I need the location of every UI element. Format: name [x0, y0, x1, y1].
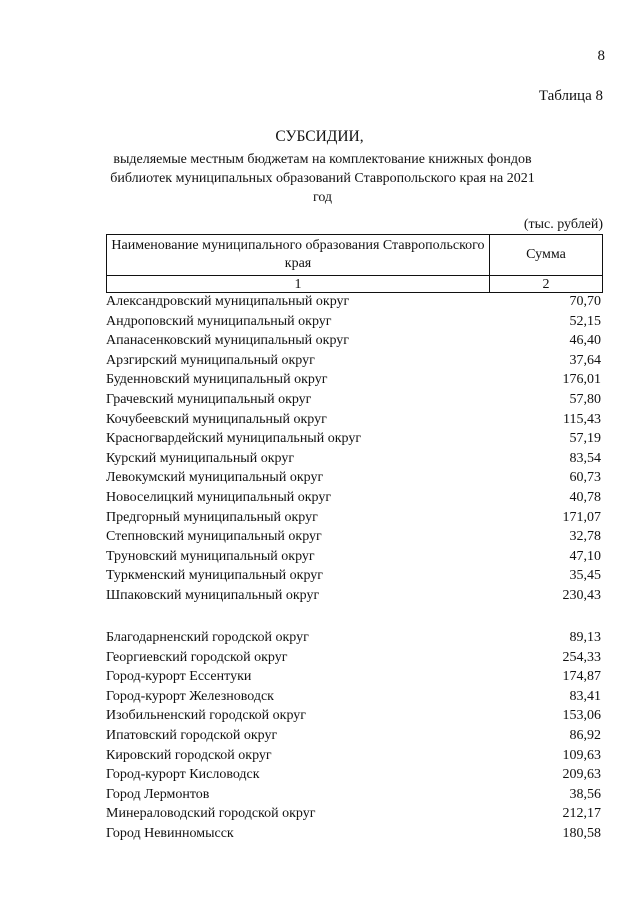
row-name: Буденновский муниципальный округ	[106, 372, 328, 388]
row-value: 86,92	[569, 727, 601, 743]
row-name: Шпаковский муниципальный округ	[106, 587, 320, 603]
row-name: Город-курорт Железноводск	[106, 688, 274, 704]
header-sum-cell: Сумма	[490, 235, 603, 276]
page-number: 8	[597, 48, 605, 64]
row-value: 153,06	[562, 708, 601, 724]
table-row	[106, 488, 603, 508]
table-row	[106, 508, 603, 528]
header-name-cell: Наименование муниципального образования Ставропольского края	[107, 235, 490, 276]
row-value: 37,64	[569, 352, 601, 368]
table-row	[106, 765, 603, 785]
row-value: 52,15	[569, 313, 601, 329]
row-value: 60,73	[569, 470, 601, 486]
row-name: Труновский муниципальный округ	[106, 548, 315, 564]
table-row	[106, 429, 603, 449]
table-row	[106, 527, 603, 547]
table-row	[106, 331, 603, 351]
table-row	[106, 648, 603, 668]
row-name: Арзгирский муниципальный округ	[106, 352, 315, 368]
row-value: 171,07	[562, 509, 601, 525]
units-label: (тыс. рублей)	[523, 217, 603, 232]
row-name: Красногвардейский муниципальный округ	[106, 431, 362, 447]
row-value: 83,54	[569, 450, 601, 466]
row-value: 109,63	[562, 747, 601, 763]
table-row	[106, 804, 603, 824]
column-number-1: 1	[107, 276, 490, 293]
table-row	[106, 824, 603, 844]
row-name: Александровский муниципальный округ	[106, 294, 350, 309]
table-row	[106, 586, 603, 606]
row-name: Город Невинномысск	[106, 825, 234, 841]
table-row	[106, 785, 603, 805]
table-row	[106, 746, 603, 766]
table-row	[106, 449, 603, 469]
row-name: Ипатовский городской округ	[106, 727, 278, 743]
row-name: Кочубеевский муниципальный округ	[106, 411, 327, 427]
table-row	[106, 706, 603, 726]
row-name: Степновский муниципальный округ	[106, 529, 322, 545]
table-row	[106, 292, 603, 312]
row-name: Георгиевский городской округ	[106, 649, 288, 665]
row-value: 174,87	[562, 669, 601, 685]
table-label: Таблица 8	[538, 88, 603, 104]
row-name: Апанасенковский муниципальный округ	[106, 333, 350, 349]
row-value: 176,01	[562, 372, 601, 388]
city-list	[106, 628, 603, 844]
row-name: Город-курорт Кисловодск	[106, 767, 260, 783]
row-name: Город-курорт Ессентуки	[106, 669, 252, 685]
table-row	[106, 468, 603, 488]
row-value: 212,17	[562, 806, 601, 822]
row-value: 209,63	[562, 767, 601, 783]
row-value: 32,78	[569, 529, 601, 545]
column-number-2: 2	[490, 276, 603, 293]
table-row	[106, 566, 603, 586]
row-value: 47,10	[569, 548, 601, 564]
table-row	[106, 351, 603, 371]
table-row	[106, 628, 603, 648]
table-row	[106, 390, 603, 410]
row-name: Кировский городской округ	[106, 747, 272, 763]
row-name: Предгорный муниципальный округ	[106, 509, 318, 525]
row-name: Благодарненский городской округ	[106, 630, 309, 645]
document-title: СУБСИДИИ,	[275, 128, 364, 145]
row-name: Грачевский муниципальный округ	[106, 391, 312, 407]
table-row	[106, 312, 603, 332]
row-value: 180,58	[562, 825, 601, 841]
table-header	[106, 234, 603, 293]
okrug-list	[106, 292, 603, 606]
row-value: 230,43	[562, 587, 601, 603]
row-name: Изобильненский городской округ	[106, 708, 307, 724]
table-row	[106, 547, 603, 567]
table-row	[106, 726, 603, 746]
row-name: Туркменский муниципальный округ	[106, 568, 323, 584]
row-name: Левокумский муниципальный округ	[106, 470, 324, 486]
row-value: 57,80	[569, 391, 601, 407]
row-value: 115,43	[563, 411, 601, 427]
row-name: Новоселицкий муниципальный округ	[106, 489, 332, 505]
row-name: Город Лермонтов	[106, 786, 210, 802]
row-value: 40,78	[569, 489, 601, 505]
row-name: Андроповский муниципальный округ	[106, 313, 332, 329]
row-value: 46,40	[569, 333, 601, 349]
document-subtitle: выделяемые местным бюджетам на комплектование книжных фондов библиотек муниципальных образований Ставропольского края на 2021 год	[110, 152, 535, 205]
row-value: 70,70	[569, 294, 601, 309]
row-value: 254,33	[562, 649, 601, 665]
row-name: Курский муниципальный округ	[106, 450, 295, 466]
table-row	[106, 687, 603, 707]
table-row	[106, 667, 603, 687]
row-value: 89,13	[569, 630, 601, 645]
row-value: 38,56	[569, 786, 601, 802]
row-name: Минераловодский городской округ	[106, 806, 316, 822]
row-value: 83,41	[569, 688, 601, 704]
row-value: 57,19	[569, 431, 601, 447]
table-row	[106, 370, 603, 390]
table-row	[106, 410, 603, 430]
row-value: 35,45	[569, 568, 601, 584]
